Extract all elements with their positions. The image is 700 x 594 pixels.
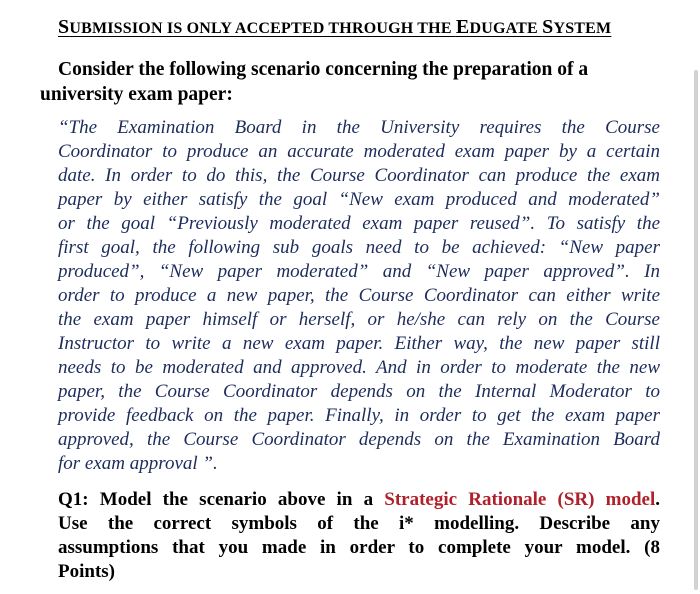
header-part-3: YSTEM [553, 20, 612, 37]
question-line-1 [58, 488, 660, 512]
header-cap-system: S [542, 16, 554, 38]
scenario-line: date. In order to do this, the Course Coordinator can produce the exam [58, 165, 660, 186]
question-q1 [58, 488, 660, 584]
scenario-line: or the goal “Previously moderated exam paper reused”. To satisfy the [58, 213, 660, 234]
question-line-3: assumptions that you made in order to complete your model. (8 [58, 537, 660, 558]
scenario-line: for exam approval ”. [58, 453, 218, 474]
scenario-quote [58, 116, 660, 476]
scenario-line: paper, the Course Coordinator depends on the Internal Moderator to [58, 381, 660, 402]
scenario-line: paper by either satisfy the goal “New exam produced and moderated” [58, 189, 660, 210]
scenario-line: Coordinator to produce an accurate moderated exam paper by a certain [58, 141, 660, 162]
header-cap-s: S [58, 16, 70, 38]
question-line-2: Use the correct symbols of the i* modelling. Describe any [58, 513, 660, 534]
scenario-line: approved, the Course Coordinator depends on the Examination Board [58, 429, 660, 450]
question-line-4: Points) [58, 561, 115, 582]
scenario-line: first goal, the following sub goals need to be achieved: “New paper [58, 237, 660, 258]
submission-notice [58, 16, 611, 39]
scenario-line: Instructor to write a new exam paper. Either way, the new paper still [58, 333, 660, 354]
scenario-line: produced”, “New paper moderated” and “New paper approved”. In [58, 261, 660, 282]
scrollbar[interactable] [694, 70, 698, 590]
question-suffix: . [655, 489, 660, 510]
header-part-2: DUGATE [469, 20, 543, 37]
scenario-line: the exam paper himself or herself, or he/she can rely on the Course [58, 309, 660, 330]
scenario-line: order to produce a new paper, the Course Coordinator can either write [58, 285, 660, 306]
header-part-1: UBMISSION IS ONLY ACCEPTED THROUGH THE [69, 20, 456, 37]
intro-line-1: Consider the following scenario concerning the preparation of a [58, 59, 589, 80]
scenario-line: “The Examination Board in the University requires the Course [58, 117, 660, 138]
scenario-line: needs to be moderated and approved. And in order to moderate the new [58, 357, 660, 378]
sr-model-highlight: Strategic Rationale (SR) model [384, 489, 656, 510]
intro-line-2: university exam paper: [40, 84, 233, 105]
header-cap-e: E [455, 16, 470, 38]
scenario-line: provide feedback on the paper. Finally, in order to get the exam paper [58, 405, 660, 426]
intro-paragraph [40, 57, 660, 107]
question-prefix: Q1: Model the scenario above in a [58, 489, 385, 510]
